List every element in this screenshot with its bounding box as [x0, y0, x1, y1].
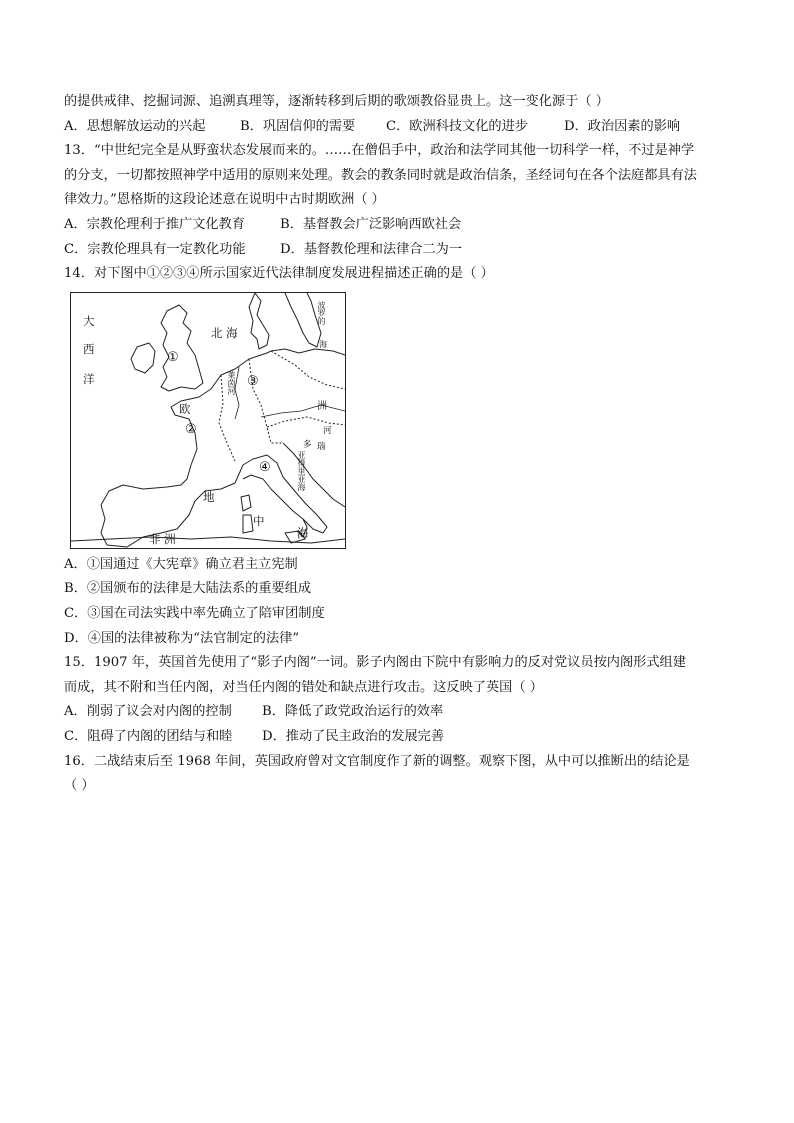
- q13-text-line-1: 13．“中世纪完全是从野蛮状态发展而来的。……在僧侣手中，政治和法学同其他一切科学一样，不过是神学: [64, 143, 695, 159]
- map-label-baltic: 波罗的: [317, 300, 326, 325]
- q13-text-line-3: 律效力。”恩格斯的这段论述意在说明中古时期欧洲（ ）: [64, 192, 385, 208]
- q12-option-c[interactable]: C．欧洲科技文化的进步: [386, 118, 528, 134]
- map-label-med-2: 中: [253, 513, 265, 528]
- question-page: [64, 90, 736, 799]
- q14-option-d[interactable]: D．④国的法律被称为“法官制定的法律”: [64, 630, 300, 646]
- q14-option-a[interactable]: A．①国通过《大宪章》确立君主立宪制: [64, 556, 298, 572]
- map-label-north-sea: 北 海: [211, 325, 238, 340]
- europe-map: [70, 292, 346, 549]
- map-label-rhine: 莱茵河: [227, 370, 236, 395]
- map-label-atlantic-3: 洋: [83, 371, 95, 386]
- q15-text-line-2: 而成，其不附和当任内阁，对当任内阁的错处和缺点进行攻击。这反映了英国（ ）: [64, 679, 543, 695]
- map-marker-1: ①: [167, 349, 179, 365]
- map-label-danube-3: 河: [323, 425, 332, 436]
- q14-text: 14．对下图中①②③④所示国家近代法律制度发展进程描述正确的是（ ）: [64, 266, 494, 282]
- q15-option-d[interactable]: D．推动了民主政治的发展完善: [262, 728, 445, 744]
- map-label-danube-1: 多: [303, 439, 312, 450]
- q13-option-a[interactable]: A．宗教伦理利于推广文化教育: [64, 216, 245, 232]
- q15-option-a[interactable]: A．削弱了议会对内阁的控制: [64, 704, 232, 720]
- q12-option-d[interactable]: D．政治因素的影响: [564, 118, 681, 134]
- map-marker-2: ②: [185, 421, 197, 437]
- q14-option-c[interactable]: C．③国在司法实践中率先确立了陪审团制度: [64, 605, 325, 621]
- map-label-atlantic-1: 大: [83, 313, 95, 328]
- map-label-danube-2: 瑙: [317, 441, 326, 452]
- q13-option-c[interactable]: C．宗教伦理具有一定教化功能: [64, 241, 246, 257]
- q12-option-a[interactable]: A．思想解放运动的兴起: [64, 118, 206, 134]
- q13-option-b[interactable]: B．基督教会广泛影响西欧社会: [280, 216, 462, 232]
- q16-text-line-2: （ ）: [64, 778, 95, 794]
- map-label-africa: 非 洲: [149, 531, 176, 546]
- q12-options: [64, 115, 736, 140]
- q15-option-c[interactable]: C．阻碍了内阁的团结与和睦: [64, 728, 233, 744]
- q12-text: 的提供戒律、挖掘词源、追溯真理等，逐渐转移到后期的歌颂教俗显贵上。这一变化源于（ ）: [64, 94, 609, 109]
- map-label-med-1: 地: [203, 489, 215, 504]
- map-outline: [71, 293, 345, 548]
- map-label-med-3: 海: [297, 525, 309, 540]
- q13-options-row-1: [64, 213, 736, 238]
- map-label-adriatic: 亚得里亚海: [297, 450, 306, 491]
- map-label-atlantic-2: 西: [83, 341, 95, 356]
- q16-text-line-1: 16．二战结束后至 1968 年间，英国政府曾对文官制度作了新的调整。观察下图，从中可以推断出的结论是: [64, 753, 690, 769]
- q13-text-line-2: 的分支，一切都按照神学中适用的原则来处理。教会的教条同时就是政治信条，圣经词句在各个法庭都具有法: [64, 167, 697, 183]
- q13-options-row-2: [64, 238, 736, 263]
- map-marker-4: ④: [259, 459, 271, 475]
- q15-options-row-2: [64, 725, 736, 750]
- q12-option-b[interactable]: B．巩固信仰的需要: [240, 118, 356, 134]
- map-marker-3: ③: [247, 373, 259, 389]
- map-label-europe: 欧: [179, 401, 191, 416]
- q14-option-b[interactable]: B．②国颁布的法律是大陆法系的重要组成: [64, 581, 312, 597]
- map-label-baltic-sea: 海: [319, 339, 327, 349]
- q15-option-b[interactable]: B．降低了政党政治运行的效率: [262, 704, 444, 720]
- q15-text-line-1: 15．1907 年，英国首先使用了“影子内阁”一词。影子内阁由下院中有影响力的反对党议员按内阁形式组建: [64, 655, 686, 671]
- map-label-zhou: 洲: [317, 400, 327, 412]
- q15-options-row-1: [64, 700, 736, 725]
- q13-option-d[interactable]: D．基督教伦理和法律合二为一: [280, 241, 463, 257]
